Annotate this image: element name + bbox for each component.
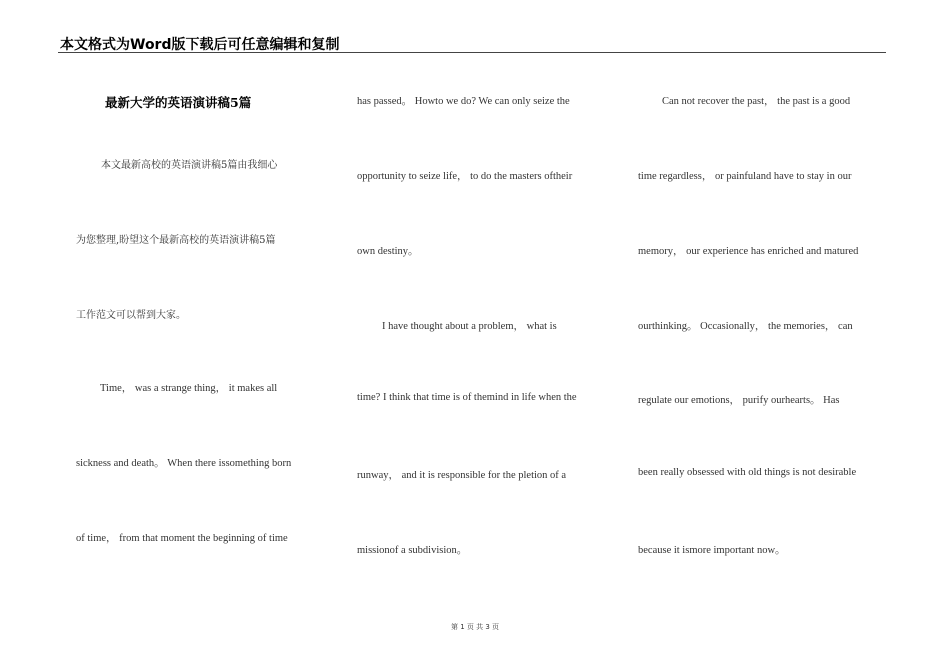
paragraph-line: of time， from that moment the beginning of time — [76, 533, 288, 544]
paragraph-line: because it ismore important now。 — [638, 545, 786, 556]
paragraph-line: regulate our emotions， purify ourhearts。 Has — [638, 395, 840, 406]
paragraph-line: ourthinking。 Occasionally， the memories， can — [638, 321, 853, 332]
paragraph-line: I have thought about a problem， what is — [382, 321, 557, 332]
paragraph-line: Time， was a strange thing， it makes all — [100, 383, 278, 394]
page-number: 第 1 页 共 3 页 — [450, 623, 500, 631]
paragraph-line: sickness and death。 When there issomething born — [76, 458, 292, 469]
paragraph-line: time? I think that time is of themind in life when the — [357, 392, 577, 403]
paragraph-line: been really obsessed with old things is not desirable — [638, 467, 857, 478]
paragraph-line: has passed。 Howto we do? We can only seize the — [357, 96, 570, 107]
paragraph-line: missionof a subdivision。 — [357, 545, 468, 556]
paragraph-line: own destiny。 — [357, 246, 419, 257]
document-title: 最新大学的英语演讲稿5篇 — [105, 95, 252, 110]
paragraph-line: memory， our experience has enriched and matured — [638, 246, 859, 257]
paragraph-line: runway， and it is responsible for the pletion of a — [357, 470, 567, 481]
paragraph-line: 为您整理,盼望这个最新高校的英语演讲稿5篇 — [76, 235, 276, 246]
paragraph-line: 本文最新高校的英语演讲稿5篇由我细心 — [101, 160, 278, 171]
paragraph-line: 工作范文可以帮到大家。 — [76, 310, 186, 321]
header-divider — [58, 52, 886, 53]
paragraph-line: Can not recover the past， the past is a good — [662, 96, 851, 107]
page-header-title: 本文格式为Word版下载后可任意编辑和复制 — [60, 37, 340, 53]
paragraph-line: opportunity to seize life， to do the masters oftheir — [357, 171, 573, 182]
paragraph-line: time regardless， or painfuland have to stay in our — [638, 171, 852, 182]
